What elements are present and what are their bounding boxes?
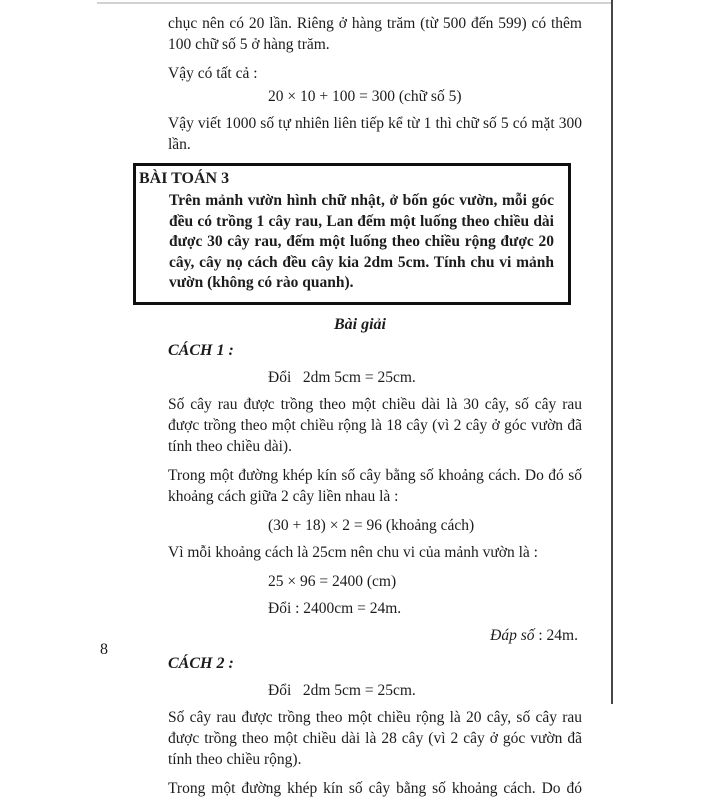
method1-paragraph-2: Trong một đường khép kín số cây bằng số khoảng cách. Do đó số khoảng cách giữa 2 cây liền nhau là : [168, 466, 582, 505]
method2-conversion: Đổi 2dm 5cm = 25cm. [268, 681, 416, 699]
method2-label: CÁCH 2 : [168, 654, 234, 672]
problem-box [133, 163, 571, 305]
method1-paragraph-1: Số cây rau được trồng theo một chiều dài là 30 cây, số cây rau được trồng theo một chiều rộng là 18 cây (vì 2 cây ở góc vườn đã tính theo chiều dài). [168, 395, 582, 455]
method1-label: CÁCH 1 : [168, 341, 234, 359]
page-right-edge-line [611, 0, 613, 704]
method1-conversion: Đổi 2dm 5cm = 25cm. [268, 368, 416, 386]
intro-paragraph-2: Vậy viết 1000 số tự nhiên liên tiếp kể từ 1 thì chữ số 5 có mặt 300 lần. [168, 115, 582, 153]
method1-formula-3: Đổi : 2400cm = 24m. [268, 599, 402, 617]
page-number: 8 [100, 641, 108, 658]
intro-formula: 20 × 10 + 100 = 300 (chữ số 5) [268, 88, 462, 105]
page-top-edge-line [97, 2, 612, 4]
method2-paragraph-1: Số cây rau được trồng theo một chiều rộng là 20 cây, số cây rau được trồng theo một chiều dài là 28 cây (vì 2 cây ở góc vườn đã tính theo chiều rộng). [168, 708, 582, 768]
method1-formula-1: (30 + 18) × 2 = 96 (khoảng cách) [268, 516, 475, 534]
intro-paragraph-1: chục nên có 20 lần. Riêng ở hàng trăm (từ 500 đến 599) có thêm 100 chữ số 5 ở hàng trăm. [168, 15, 582, 53]
problem-statement: Trên mảnh vườn hình chữ nhật, ở bốn góc vườn, mỗi góc đều có trồng 1 cây rau, Lan đếm một luống theo chiều dài được 30 cây rau, đếm một luống theo chiều rộng được 20 cây, cây nọ cách đều cây kia 2dm 5cm. Tính chu vi mảnh vườn (không có rào quanh). [169, 192, 554, 291]
answer-label: Đáp số [490, 626, 535, 644]
method2-paragraph-2: Trong một đường khép kín số cây bằng số khoảng cách. Do đó [168, 779, 582, 797]
problem-box-title: BÀI TOÁN 3 [139, 170, 230, 187]
method1-formula-2: 25 × 96 = 2400 (cm) [268, 572, 397, 590]
page-content [139, 13, 582, 807]
method1-paragraph-3: Vì mỗi khoảng cách là 25cm nên chu vi của mảnh vườn là : [168, 543, 538, 561]
intro-total-line: Vậy có tất cả : [168, 65, 258, 82]
method1-answer [168, 625, 578, 646]
answer-value: : 24m. [534, 626, 578, 644]
solution-heading: Bài giải [333, 315, 386, 333]
